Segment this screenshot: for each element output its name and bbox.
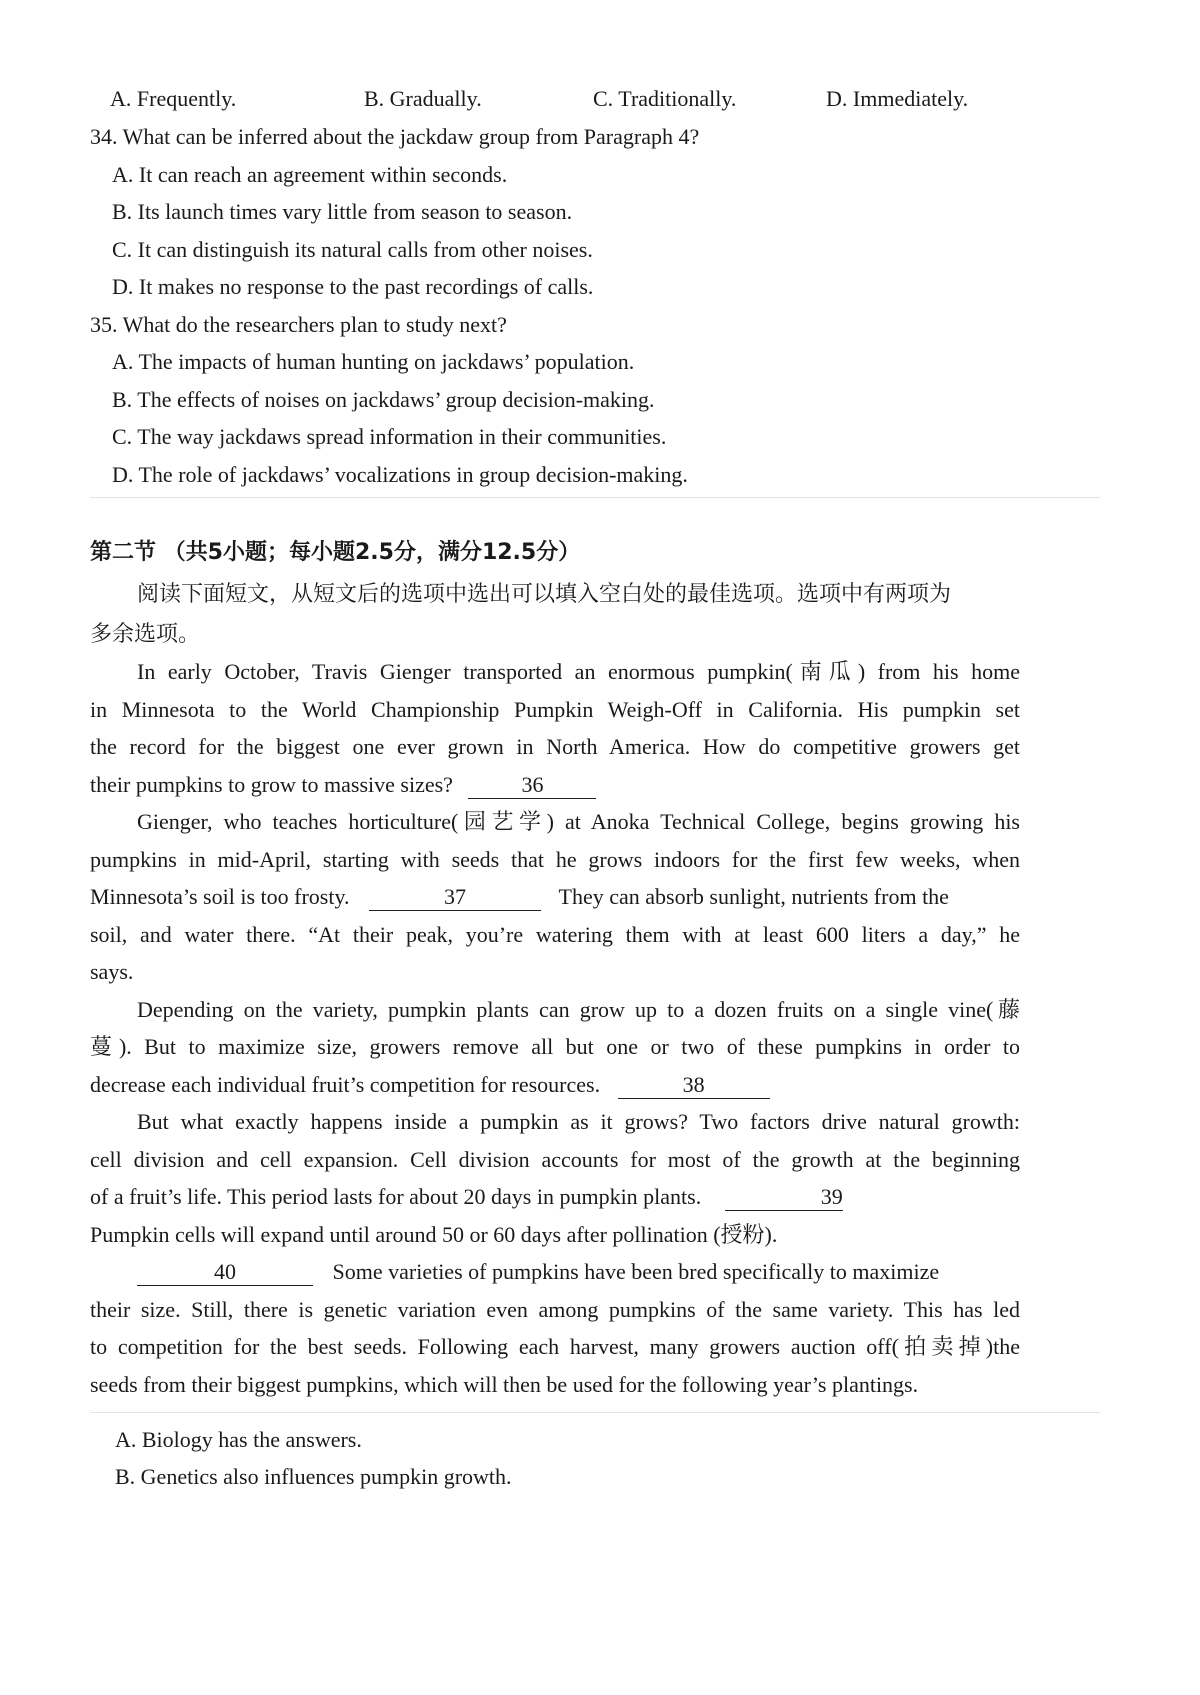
p4-line4: Pumpkin cells will expand until around 50 or 60 days after pollination (授粉). <box>90 1222 778 1247</box>
p1-line1: In early October, Travis Gienger transported an enormous pumpkin(南瓜) from his home <box>137 659 1020 684</box>
q35-option-c[interactable]: C. The way jackdaws spread information in their communities. <box>112 424 667 449</box>
q33-option-d[interactable]: D. Immediately. <box>826 86 969 111</box>
blank-37[interactable]: 37 <box>369 884 541 911</box>
p2-line1: Gienger, who teaches horticulture(园艺学) at Anoka Technical College, begins growing his <box>137 809 1020 834</box>
blank-36[interactable]: 36 <box>468 772 596 799</box>
p5-line4: seeds from their biggest pumpkins, which will then be used for the following year’s plantings. <box>90 1372 919 1397</box>
p2-line5: says. <box>90 959 134 984</box>
p5-line3: to competition for the best seeds. Following each harvest, many growers auction off(拍卖掉)the <box>90 1334 1020 1359</box>
q33-option-c[interactable]: C. Traditionally. <box>593 86 737 111</box>
q34-option-d[interactable]: D. It makes no response to the past recordings of calls. <box>112 274 594 299</box>
section-heading: 第二节 （共5小题；每小题2.5分，满分12.5分） <box>90 540 581 565</box>
p3-line2: 蔓). But to maximize size, growers remove all but one or two of these pumpkins in order to <box>90 1034 1020 1059</box>
p4-line1: But what exactly happens inside a pumpkin as it grows? Two factors drive natural growth: <box>137 1109 1020 1134</box>
blank-40[interactable]: 40 <box>137 1259 313 1286</box>
divider <box>90 1412 1100 1413</box>
q35-stem: 35. What do the researchers plan to study next? <box>90 312 507 337</box>
p3-line1: Depending on the variety, pumpkin plants can grow up to a dozen fruits on a single vine(藤 <box>137 997 1020 1022</box>
p2-line3: Minnesota’s soil is too frosty. 37 They can absorb sunlight, nutrients from the <box>90 884 949 909</box>
divider <box>90 497 1100 498</box>
q35-option-a[interactable]: A. The impacts of human hunting on jackdaws’ population. <box>112 349 635 374</box>
q35-option-d[interactable]: D. The role of jackdaws’ vocalizations in group decision-making. <box>112 462 688 487</box>
blank-39[interactable]: 39 <box>725 1184 843 1211</box>
p1-line4: their pumpkins to grow to massive sizes? 36 <box>90 770 596 800</box>
q33-option-a[interactable]: A. Frequently. <box>110 86 237 111</box>
p4-line3: of a fruit’s life. This period lasts for about 20 days in pumpkin plants. 39 <box>90 1184 843 1209</box>
choice-b[interactable]: B. Genetics also influences pumpkin growth. <box>115 1464 512 1489</box>
blank-38[interactable]: 38 <box>618 1072 770 1099</box>
p2-line4: soil, and water there. “At their peak, you’re watering them with at least 600 liters a day,” he <box>90 922 1020 947</box>
q33-option-b[interactable]: B. Gradually. <box>364 86 482 111</box>
q35-option-b[interactable]: B. The effects of noises on jackdaws’ group decision-making. <box>112 387 655 412</box>
p1-line2: in Minnesota to the World Championship Pumpkin Weigh-Off in California. His pumpkin set <box>90 697 1020 722</box>
p5-line1: 40 Some varieties of pumpkins have been bred specifically to maximize <box>137 1257 939 1287</box>
q34-option-a[interactable]: A. It can reach an agreement within seconds. <box>112 162 508 187</box>
choice-a[interactable]: A. Biology has the answers. <box>115 1427 362 1452</box>
q33-options <box>0 84 1200 114</box>
section-instructions-line2: 多余选项。 <box>90 622 201 647</box>
p4-line2: cell division and cell expansion. Cell division accounts for most of the growth at the beginning <box>90 1147 1020 1172</box>
p2-line2: pumpkins in mid-April, starting with seeds that he grows indoors for the first few weeks, when <box>90 847 1020 872</box>
q34-stem: 34. What can be inferred about the jackdaw group from Paragraph 4? <box>90 124 700 149</box>
p1-line3: the record for the biggest one ever grown in North America. How do competitive growers get <box>90 734 1020 759</box>
q34-option-b[interactable]: B. Its launch times vary little from season to season. <box>112 199 573 224</box>
p5-line2: their size. Still, there is genetic variation even among pumpkins of the same variety. This has led <box>90 1297 1020 1322</box>
section-instructions-line1: 阅读下面短文，从短文后的选项中选出可以填入空白处的最佳选项。选项中有两项为 <box>137 582 952 607</box>
q34-option-c[interactable]: C. It can distinguish its natural calls from other noises. <box>112 237 593 262</box>
p3-line3: decrease each individual fruit’s competition for resources. 38 <box>90 1070 770 1100</box>
